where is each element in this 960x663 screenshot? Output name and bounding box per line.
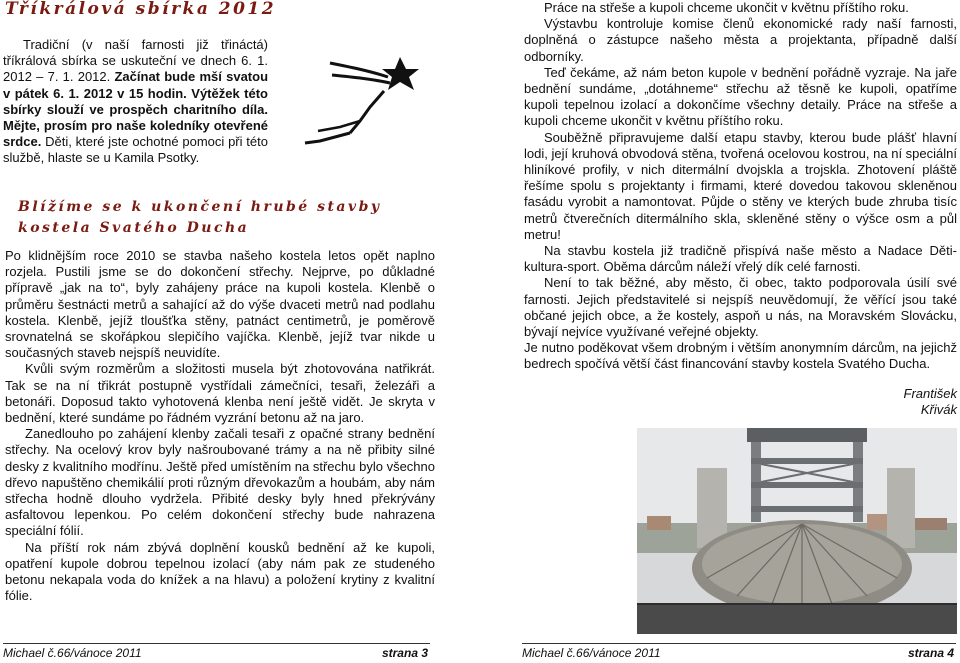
- star-procession-icon: [300, 55, 420, 165]
- paragraph: Po klidnějším roce 2010 se stavba našeho kostela letos opět naplno rozjela. Pustili jsme se do dokončení střechy. Nejprve, po důkladné přípravě „jak na to“, byly zahájeny práce na kupoli kostela. Klenbě o průměru šestnácti metrů a sahající až do výše dvaceti metrů nad podlahu kostela. Klenbě, jejíž tloušťka stěny, patnáct centimetrů, je poměrově srovnatelná se skořápkou slepičího vajíčka. Klenbě, jejíž tvar nikde u současných staveb nejspíš neuvidíte.: [5, 248, 435, 361]
- paragraph-text: Práce na střeše a kupoli chceme ukončit v květnu příštího roku.: [544, 0, 909, 15]
- church-dome-construction-photo: [637, 428, 957, 634]
- paragraph-text: Teď čekáme, až nám beton kupole v bednění pořádně vyzraje. Na jaře bednění sundáme, „dotáhneme“ střechu až těsně ke kupoli, opatříme kupoli tepelnou izolací a dokončíme všechny detaily. Práce na střeše a kupoli chceme ukončit v květnu příštího roku.: [524, 64, 957, 129]
- article-body-left: [5, 248, 435, 604]
- footer-issue-label: Michael č.66/vánoce 2011: [522, 646, 661, 660]
- paragraph: [524, 275, 957, 340]
- footer-issue-label: Michael č.66/vánoce 2011: [3, 646, 142, 660]
- page-number: strana 4: [907, 646, 954, 660]
- paragraph-text: Není to tak běžné, aby město, či obec, takto podporovala úsilí své farnosti. Jejich představitelé si nejspíš neuvědomují, že věřící jsou také občané jejich obce, a že kostely, aspoň u nás, na Moravském Slovácku, bývají nejvíce využívané veřejné objekty.: [524, 275, 957, 340]
- footer-left: [3, 643, 430, 663]
- intro-end-text: Děti, které jste ochotné pomoci při této službě, hlaste se u Kamila Psotky.: [3, 134, 268, 166]
- paragraph-text: Souběžně připravujeme další etapu stavby, kterou bude plášť hlavní lodi, její kruhová obvodová stěna, tvořená ocelovou kostrou, na ní speciální hliníkové profily, v nich ditermální dvojskla a trojskla. Zhotovení pláště řešíme spolu s projektanty i firmami, které dovedou takovou skleněnou fasádu vyrobit a namontovat. Půjde o stěny ve kterých bude zhruba tisíc metrů čtverečních ditermálního skla, skleněné stěny o výšce osm a půl metru!: [524, 129, 957, 242]
- paragraph: Je nutno poděkovat všem drobným i větším anonymním dárcům, na jejichž bedrech spočívá větší část financování stavby kostela Svatého Ducha.: [524, 340, 957, 372]
- page-title: Tříkrálová sbírka 2012: [5, 0, 277, 19]
- paragraph: [5, 426, 435, 539]
- paragraph: [524, 0, 957, 16]
- author-signature: [840, 386, 957, 418]
- paragraph: [524, 16, 957, 65]
- article-title: Blížíme se k ukončení hrubé stavby kostela Svatého Ducha: [18, 199, 382, 236]
- paragraph-text: Zanedlouho po zahájení klenby začali tesaři z opačné strany bednění střechy. Na ocelový krov byly našroubované trámy a na ně přibity silné desky z kvalitního modřínu. Ještě před umístěním na střechu bylo všechno dřevo napuštěno chemikálií proti různým dřevokazům a houbám, aby nám střecha hodně dlouho vydržela. Přibité desky byly hned překrývány asfaltovou lepenkou. Po celém dokončení střechy bude nahrazena speciální fólií.: [5, 426, 435, 539]
- article-body-right: [524, 0, 957, 373]
- paragraph: [524, 243, 957, 275]
- paragraph-text: Na stavbu kostela již tradičně přispívá naše město a Nadace Děti-kultura-sport. Oběma dárcům náleží vřelý dík celé farnosti.: [524, 243, 957, 275]
- paragraph: [524, 65, 957, 130]
- page-number: strana 3: [381, 646, 428, 660]
- author-last-name: Křivák: [920, 402, 957, 417]
- paragraph: [5, 361, 435, 426]
- paragraph-text: Kvůli svým rozměrům a složitosti musela být zhotovována natřikrát. Tak se na ní třikrát postupně vystřídali zámečníci, tesaři, železáři a betonáři. Doposud takto vyhotovená klenba není ještě vidět. Je skryta v bednění, které sundáme po řádném vyzrání betonu až na jaro.: [5, 361, 435, 426]
- intro-paragraph: [3, 37, 268, 167]
- paragraph-text: Výstavbu kontroluje komise členů ekonomické rady naší farnosti, doplněná o zástupce našeho města a projektanta, případně další odborníky.: [524, 16, 957, 64]
- intro-bold-text: Začínat bude mší svatou v pátek 6. 1. 2012 v 15 hodin. Výtěžek této sbírky slouží ve prospěch charitního díla. Mějte, prosím pro naše koledníky otevřené srdce.: [3, 69, 269, 150]
- intro-text: Tradiční (v naší farnosti již třináctá) tříkrálová sbírka se uskuteční ve dnech 6. 1. 2012 – 7. 1. 2012.: [3, 37, 268, 85]
- paragraph-text: Na příští rok nám zbývá doplnění kousků bednění až ke kupoli, opatření kupole dobrou tepelnou izolací (aby nám pak ze studeného betonu nekapala voda do knížek a na hlavu) a položení krytiny z kvalitní fólie.: [5, 539, 435, 604]
- paragraph: [5, 540, 435, 605]
- paragraph: [524, 130, 957, 243]
- author-first-name: František: [903, 386, 957, 401]
- footer-right: [522, 643, 956, 663]
